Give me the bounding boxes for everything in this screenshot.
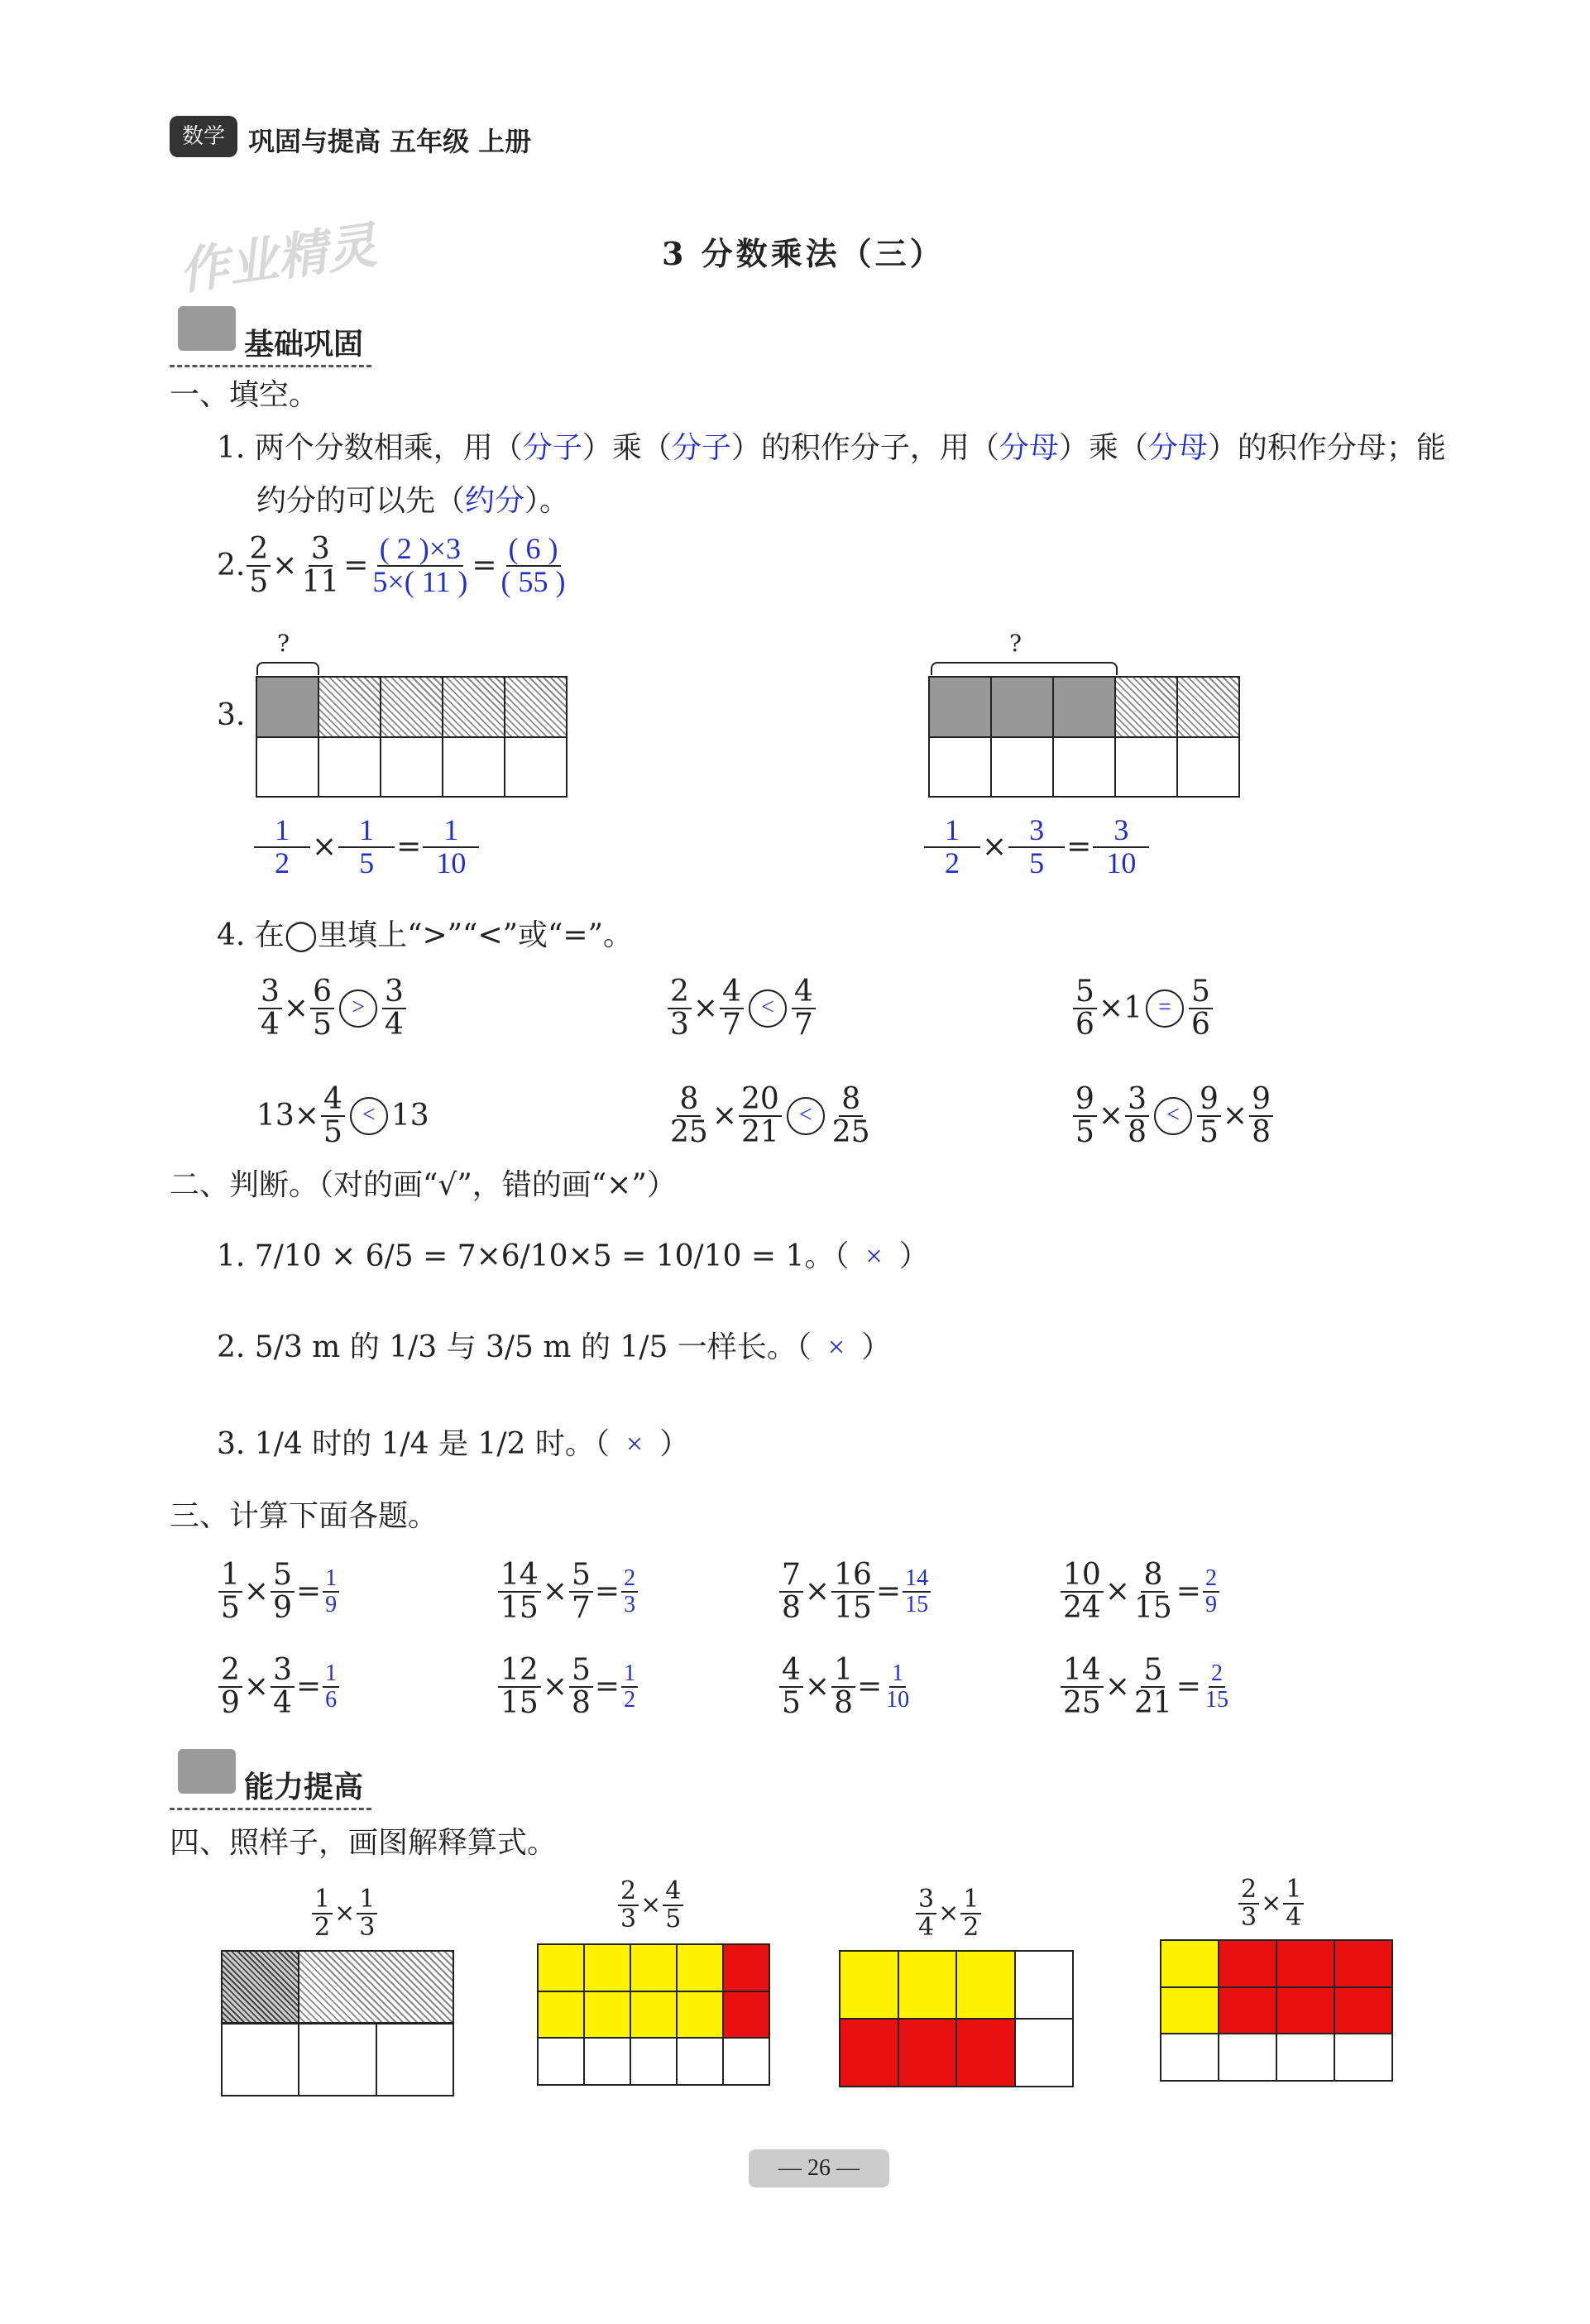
q1-heading: 一、填空。 xyxy=(170,378,319,412)
brace xyxy=(256,662,319,675)
calc-item: $\frac{7}{8}$ × $\frac{16}{15}$ = $\frac{14}{15}$ xyxy=(778,1560,932,1624)
q1-item3-label: 3. xyxy=(217,698,246,732)
comparison-item: $\frac{8}{25}$ × $\frac{20}{21}$ < $\frac{8}{25}$ xyxy=(670,1082,870,1149)
books-icon xyxy=(178,1749,236,1794)
q1-item1-line2: 约分的可以先（约分）。 xyxy=(256,484,570,518)
q4-heading: 四、照样子，画图解释算式。 xyxy=(170,1826,558,1860)
diagram-2-3-times-1-4 xyxy=(1161,1940,1392,2081)
subject-logo: 数学 xyxy=(170,116,237,157)
q4-label: $\frac{2}{3}$ × $\frac{1}{4}$ xyxy=(1237,1876,1305,1930)
comparison-item: $\frac{9}{5}$ × $\frac{3}{8}$ < $\frac{9}{5}$ × $\frac{9}{8}$ xyxy=(1071,1084,1275,1148)
q2-item2: 2. 5/3 m 的 1/3 与 3/5 m 的 1/5 一样长。（ × ） xyxy=(217,1330,892,1364)
calc-item: $\frac{12}{15}$ × $\frac{5}{8}$ = $\frac{1}{2}$ xyxy=(496,1655,639,1719)
q1-item1: 1. 两个分数相乘，用（分子）乘（分子）的积作分子，用（分母）乘（分母）的积作分母；能 xyxy=(217,431,1446,465)
comparison-item: 13 × $\frac{4}{5}$ < 13 xyxy=(256,1082,429,1149)
calc-item: $\frac{4}{5}$ × $\frac{1}{8}$ = $\frac{1}{10}$ xyxy=(778,1655,913,1719)
brace xyxy=(931,662,1118,675)
example-diagram-bottom xyxy=(222,2023,453,2096)
q1-item2: 2. $\frac{2}{5}$ × $\frac{3}{11}$ = $\frac{( 2 )\times 3}{5\times( 11 )}$ = $\frac{( 6 )}{( 55 )}$ xyxy=(217,532,566,599)
diagram-left-equation: $\frac{1}{2}$ × $\frac{1}{5}$ = $\frac{1}{10}$ xyxy=(252,815,481,879)
diagram-right-equation: $\frac{1}{2}$ × $\frac{3}{5}$ = $\frac{3}{10}$ xyxy=(922,815,1151,879)
section-advanced-header: 能力提高 xyxy=(170,1764,371,1810)
diagram-left xyxy=(256,677,567,797)
calc-item: $\frac{1}{5}$ × $\frac{5}{9}$ = $\frac{1}{9}$ xyxy=(217,1560,341,1624)
q3-heading: 三、计算下面各题。 xyxy=(170,1499,438,1533)
diagram-3-4-times-1-2 xyxy=(840,1951,1073,2087)
diagram-right xyxy=(929,677,1239,797)
q2-item3: 3. 1/4 时的 1/4 是 1/2 时。（ × ） xyxy=(217,1427,690,1461)
books-icon xyxy=(178,306,236,351)
calc-item: $\frac{14}{25}$ × $\frac{5}{21}$ = $\frac{2}{15}$ xyxy=(1059,1655,1233,1719)
page-title: 3 分数乘法（三） xyxy=(662,235,945,272)
q4-label: $\frac{1}{2}$ × $\frac{1}{3}$ xyxy=(310,1886,379,1940)
book-header: 巩固与提高 五年级 上册 xyxy=(248,126,532,157)
comparison-item: $\frac{3}{4}$ × $\frac{6}{5}$ > $\frac{3}{4}$ xyxy=(256,976,408,1041)
watermark: 作业精灵 xyxy=(175,216,381,302)
calc-item: $\frac{2}{9}$ × $\frac{3}{4}$ = $\frac{1}{6}$ xyxy=(217,1655,341,1719)
q2-heading: 二、判断。（对的画“√”，错的画“×”） xyxy=(170,1168,677,1202)
calc-item: $\frac{10}{24}$ × $\frac{8}{15}$ = $\frac{2}{9}$ xyxy=(1059,1560,1221,1624)
calc-item: $\frac{14}{15}$ × $\frac{5}{7}$ = $\frac{2}{3}$ xyxy=(496,1560,639,1624)
q4-label: $\frac{2}{3}$ × $\frac{4}{5}$ xyxy=(616,1878,685,1932)
q4-label: $\frac{3}{4}$ × $\frac{1}{2}$ xyxy=(914,1886,983,1940)
section-basic-header: 基础巩固 xyxy=(170,321,371,367)
comparison-item: $\frac{5}{6}$ × 1 = $\frac{5}{6}$ xyxy=(1071,976,1214,1041)
q1-item4: 4. 在◯里填上“>”“<”或“=”。 xyxy=(217,918,633,952)
q2-item1: 1. 7/10 × 6/5 = 7×6/10×5 = 10/10 = 1。（ × ） xyxy=(217,1239,929,1273)
comparison-item: $\frac{2}{3}$ × $\frac{4}{7}$ < $\frac{4}{7}$ xyxy=(666,976,817,1041)
page-number: — 26 — xyxy=(749,2149,889,2187)
diagram-2-3-times-4-5 xyxy=(538,1944,769,2085)
question-mark: ? xyxy=(277,630,290,657)
question-mark: ? xyxy=(1009,630,1022,657)
